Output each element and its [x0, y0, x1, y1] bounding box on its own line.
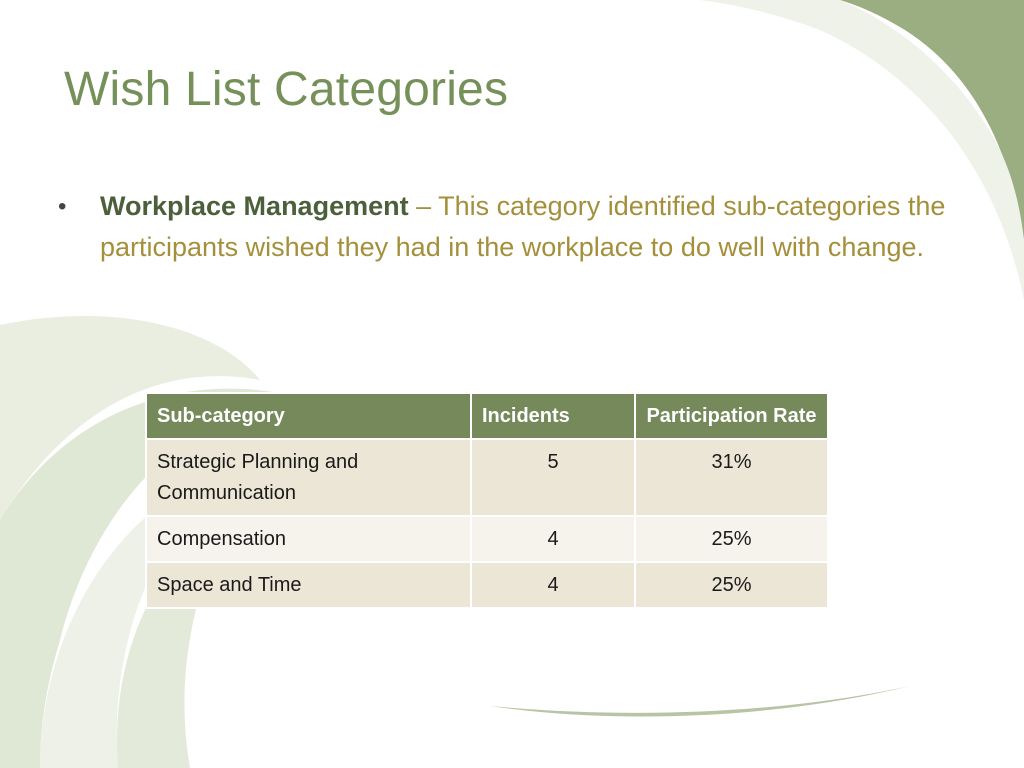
cell-incidents: 5	[471, 439, 635, 516]
table-row	[146, 516, 828, 562]
subcategory-table	[145, 392, 829, 609]
bullet-text	[100, 186, 948, 268]
header-sub-category: Sub-category	[146, 393, 471, 439]
cell-sub-category: Strategic Planning and Communication	[146, 439, 471, 516]
bullet-item	[58, 186, 948, 268]
table-header-row	[146, 393, 828, 439]
slide-title: Wish List Categories	[64, 63, 509, 116]
cell-incidents: 4	[471, 516, 635, 562]
header-incidents: Incidents	[471, 393, 635, 439]
bullet-marker: •	[58, 193, 67, 220]
cell-participation-rate: 31%	[635, 439, 828, 516]
cell-participation-rate: 25%	[635, 516, 828, 562]
bottom-swoosh	[490, 686, 910, 716]
cell-participation-rate: 25%	[635, 562, 828, 608]
bullet-body-text: – This category identified sub-categories the participants wished they had in the workplace to do well with change.	[100, 191, 946, 262]
table-row	[146, 439, 828, 516]
table-row	[146, 562, 828, 608]
header-participation-rate: Participation Rate	[635, 393, 828, 439]
cell-sub-category: Compensation	[146, 516, 471, 562]
bullet-strong-text: Workplace Management	[100, 191, 409, 221]
cell-incidents: 4	[471, 562, 635, 608]
cell-sub-category: Space and Time	[146, 562, 471, 608]
